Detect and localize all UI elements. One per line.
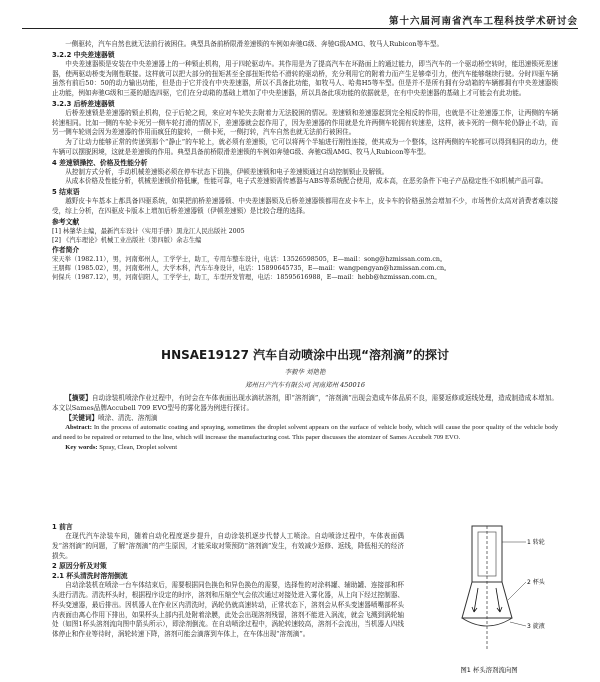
figure-label: 3 旋液 <box>527 623 545 630</box>
author-bio: 王朋辉（1985.02），男，河南郑州人，大学本科，汽车车身设计，电话：15890645735，E—mail：wangpengyan@hzmissan.com.cn。 <box>52 265 451 273</box>
abstract <box>52 394 558 414</box>
body-paragraph: 从成本价格及性能分析，机械差速锁价格低廉，性能可靠，电子式差速锁需传感器与ABS等系统配合使用，成本高，在恶劣条件下电子产品稳定性不如机械产品可靠。 <box>65 177 548 186</box>
body-paragraph: 越野皮卡车基本上都具备四驱系统，如果把前桥差速器锁、中央差速器锁及后桥差速器锁都用在皮卡车上，皮卡车的价格虽然会增加不少，市场售价太高对消费者难以接受，综上分析，在四驱皮卡版本上增加后桥差速器锁（伊顿差速锁）是比较合理的选择。 <box>52 197 558 215</box>
intro-paragraph: 一侧驱转，汽车自然也就无法前行被困住。典型具备前桥限滑差速锁的车例如奔驰G级、奔驰G级AMG、牧马人Rubicon等车型。 <box>65 40 444 48</box>
english-keywords-label: Key words: <box>65 443 98 451</box>
section-heading: 2.1 杯头清洗时溶剂倒流 <box>52 572 128 581</box>
body-paragraph: 中央差速器锁是安装在中央差速器上的一种锁止机构，用于四轮驱动车。其作用是为了提高汽车在坏路面上的通过能力，即当汽车的一个驱动桥空转时，能迅速锁死差速器，使两驱动桥变为刚性联接。这样就可以把大部分的扭矩甚至全部扭矩传给不滑转的驱动桥，充分利用它的附着力而产生足够牵引力，使汽车能够继续行驶。分时四驱车辆虽然有前后50：50的动力输出功能，但是由于它并没有中央差速器，所以不具备此功能，如牧马人、哈弗H5等车型。但是并不是所有拥有分动箱的车辆都拥有中央差速器锁止功能，例如奔驰G级和三菱的超选四驱，它们在分动箱的基础上增加了中央差速器，所以具备此项功能的依据就是，在有中央差速器的基础上才可能会有此功能。 <box>52 59 558 98</box>
leader-line <box>508 582 526 600</box>
reference-item: [1] 林肇华主编，最新汽车设计（实用手册）黑龙江人民出版社 2005 <box>52 227 245 235</box>
keywords-label: 【关键词】 <box>65 413 99 422</box>
english-keywords <box>52 443 558 453</box>
abstract-text: 自动涂装机喷涂作业过程中，有时会在车体表面出现水滴状溶剂，即“溶剂滴”，“溶剂滴”出现会造成车体品质不良，需要返修或返线处理，造成制造成本增加。本文以Sames品牌Accubell 709 EVO型号的雾化器为例进行探讨。 <box>52 394 559 412</box>
author-bio: 宋天举（1982.11），男，河南郑州人，工学学士，助工，专用车整车设计，电话：13526598505，E—mail：song@hzmissan.com.cn。 <box>52 256 447 264</box>
section-heading: 2 原因分析及对策 <box>52 562 107 571</box>
english-abstract-text: In the process of automatic coating and spraying, sometimes the droplet solvent appears on the surface of vehicle body, which will cause the poor quality of the vehicle body and need to be repaired or returned to the line, which will increase the manufacturing cost. This paper discusses the atomizer of Sames Accubelt 709 EVO. <box>52 424 558 441</box>
section-heading: 5 结束语 <box>52 188 80 197</box>
english-keywords-text: Spray, Clean, Droplet solvent <box>99 443 178 451</box>
figure-caption: 图1 杯头溶剂流向图 <box>460 666 518 674</box>
section-heading: 3.2.3 后桥差速器锁 <box>52 99 115 108</box>
flow-arrow <box>496 588 500 612</box>
article-affiliation: 郑州日产汽车有限公司 河南郑州 450016 <box>245 381 365 389</box>
reference-item: [2] 《汽车理论》机械工业出版社（第四版）余志生编 <box>52 236 202 244</box>
body-paragraph: 在现代汽车涂装车间，随着自动化程度逐步提升，自动涂装机逐步代替人工喷涂。自动喷涂过程中，车体表面偶发“溶剂滴”的问题，了解“溶剂滴”的产生原因，才能采取对策预防“溶剂滴”发生，有效减少返修、返线，降低相关的经济损失。 <box>52 532 404 560</box>
keywords-text: 喷涂、清洗、溶剂滴 <box>98 413 158 422</box>
author-bio: 何保兵（1987.12），男，河南信阳人，工学学士，助工，车型开发管理，电话：18595616988，E—mail：hebb@hzmissan.com.cn。 <box>52 274 441 282</box>
english-abstract-label: Abstract: <box>65 424 92 432</box>
abstract-block <box>52 394 558 453</box>
flow-arrow <box>474 588 478 612</box>
section-heading: 4 差速锁操控、价格及性能分析 <box>52 158 148 167</box>
article-authors: 李毅华 刘艳艳 <box>284 368 326 376</box>
header-rule <box>22 28 578 29</box>
body-paragraph: 自动涂装机在喷涂一台车体结束后，需要根据同色换色和异色换色的需要，选择性的对涂料罐、辅助罐、连接部和杯头进行清洗。清洗杯头时，根据程序设定的时序，溶剂和压缩空气会依次通过对接处进入雾化器，从上向下经过控制器、杯头变速器，最后排出。因机器人在作业区内清洗时，涡轮仍就高速转动，正常状态下，溶剂会从杯头变速器喷嘴部杯头内表面由离心作用下排出，如果杯头上部内孔处附着涂膜，此处会出现溶剂残留，溶剂不能进入涡流，就会飞溅到涡轮轴处（如图1杯头溶剂流向图中箭头所示），即涂剂倒流。在自动喷涂过程中，涡轮转速较高，溶剂不会流出，当机器人四线体停止和作业等待时，涡轮转速下降，溶剂可能会滴落到车体上，在车体出现“溶剂滴”。 <box>52 581 404 639</box>
figure-label: 2 杯头 <box>527 579 545 586</box>
section-heading: 1 前言 <box>52 523 73 531</box>
section-heading: 3.2.2 中央差速器锁 <box>52 50 115 59</box>
previous-article-tail <box>52 40 558 282</box>
figure-label: 1 转轮 <box>527 539 545 546</box>
references-heading: 参考文献 <box>52 217 80 226</box>
figure-1 <box>414 522 564 678</box>
leader-line <box>510 622 526 626</box>
body-paragraph: 后桥差速锁是差速器的锁止机构，位于后轮之间，来应对车轮失去附着力无法脱困的情况。差速锁和差速器起到完全相反的作用，也就是不让差速器工作，让两侧的车辆转速相同。比如一侧的车轮卡死另一侧车轮打滑的情况下，差速器就会起作用了，因为差速器的作用就是允许两侧车轮拥有转速差，这样，被卡死的一侧车轮仍静止不动，而另一侧车轮则会因为差速器的作用而疯狂的旋转，一侧卡死，一侧打转，汽车自然也就无法前行被困住。 <box>52 108 558 137</box>
article-body <box>52 522 404 640</box>
article-title: HNSAE19127 汽车自动喷涂中出现“溶剂滴”的探讨 <box>161 348 449 362</box>
journal-title: 第十六届河南省汽车工程科技学术研讨会 <box>388 16 578 27</box>
body-paragraph: 为了让动力能够正常的传递到那个“静止”的车轮上，就必须有差速锁，它可以将两个半轴进行刚性连接，使其成为一个整体，这样两侧的车轮都可以得到相同的动力，使车辆可以摆脱困境，这就是差速锁的作用。典型具备前桥限滑差速锁的车例如奔驰G级、奔驰G级AMG、牧马人Rubicon等车型。 <box>52 138 558 156</box>
english-abstract <box>52 423 558 443</box>
running-header <box>0 0 600 30</box>
body-paragraph: 从控制方式分析，手动机械差速锁必须在停车状态下切换，伊顿差速锁和电子差速锁通过自动控制锁止及解锁。 <box>65 167 389 176</box>
abstract-label: 【摘要】 <box>65 394 92 402</box>
keywords <box>52 414 558 424</box>
author-bio-heading: 作者简介 <box>52 245 80 254</box>
atomizer-diagram <box>414 522 564 678</box>
